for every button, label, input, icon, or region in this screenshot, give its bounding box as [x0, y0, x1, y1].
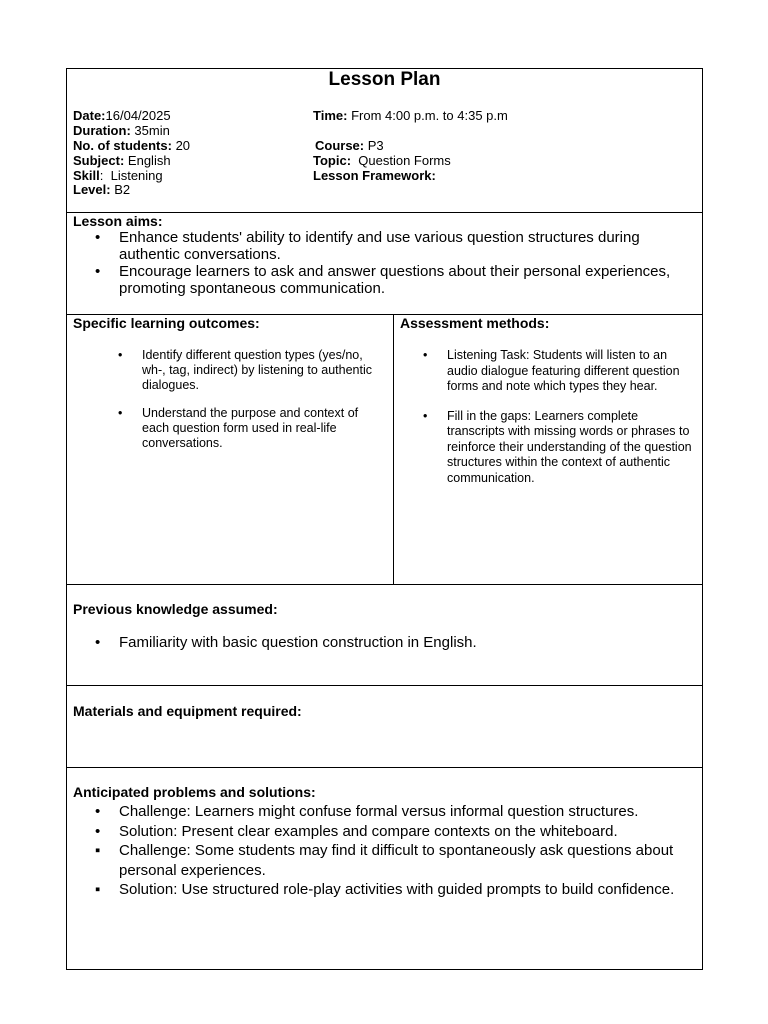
lesson-plan-document — [66, 68, 703, 970]
topic-field — [313, 153, 451, 168]
list-item: • Identify different question types (yes/no, wh-, tag, indirect) by listening to authentic dialogues. — [142, 348, 387, 393]
date-field — [73, 108, 171, 123]
students-value: 20 — [175, 138, 191, 153]
materials-heading: Materials and equipment required: — [73, 703, 302, 719]
list-item: • Familiarity with basic question construction in English. — [119, 634, 694, 652]
aims-heading: Lesson aims: — [73, 213, 163, 229]
date-value: 16/04/2025 — [105, 108, 171, 123]
aims-section — [67, 212, 702, 314]
assessment-list — [447, 348, 692, 486]
list-item: • Solution: Present clear examples and compare contexts on the whiteboard. — [119, 822, 699, 842]
materials-section — [67, 685, 702, 767]
skill-value: : Listening — [99, 168, 163, 183]
duration-value: 35min — [134, 123, 170, 138]
duration-label: Duration: — [73, 123, 131, 138]
previous-list — [119, 634, 694, 652]
time-label: Time: — [313, 108, 348, 123]
students-field — [73, 138, 190, 153]
list-item: • Challenge: Learners might confuse formal versus informal question structures. — [119, 802, 699, 822]
subject-label: Subject: — [73, 153, 125, 168]
outcomes-list — [142, 348, 387, 451]
outcomes-heading: Specific learning outcomes: — [73, 315, 260, 331]
previous-knowledge-section — [67, 584, 702, 685]
header-section — [67, 69, 702, 212]
previous-heading: Previous knowledge assumed: — [73, 601, 278, 617]
problems-list — [119, 802, 699, 900]
level-label: Level: — [73, 182, 111, 197]
subject-value: English — [127, 153, 171, 168]
duration-field — [73, 123, 170, 138]
problems-section — [67, 767, 702, 969]
problems-heading: Anticipated problems and solutions: — [73, 784, 316, 800]
topic-label: Topic: — [313, 153, 352, 168]
list-item: • Understand the purpose and context of each question form used in real-life conversations. — [142, 406, 387, 451]
outcomes-assessment-section — [67, 314, 702, 584]
skill-field — [73, 168, 163, 183]
time-field — [313, 108, 508, 123]
course-field — [315, 138, 384, 153]
column-divider — [393, 315, 394, 584]
list-item: ▪ Challenge: Some students may find it difficult to spontaneously ask questions about personal experiences. — [119, 841, 699, 880]
list-item: • Listening Task: Students will listen to an audio dialogue featuring different question forms and note which types they hear. — [447, 348, 692, 395]
course-value: P3 — [367, 138, 384, 153]
level-value: B2 — [114, 182, 131, 197]
students-label: No. of students: — [73, 138, 172, 153]
date-label: Date: — [73, 108, 106, 123]
framework-label: Lesson Framework: — [313, 168, 436, 183]
topic-value: Question Forms — [358, 153, 451, 168]
list-item: • Enhance students' ability to identify and use various question structures during authentic conversations. — [119, 229, 694, 263]
list-item: • Fill in the gaps: Learners complete transcripts with missing words or phrases to reinforce their understanding of the question structures within the context of authentic communication. — [447, 409, 692, 487]
list-item: ▪ Solution: Use structured role-play activities with guided prompts to build confidence. — [119, 880, 699, 900]
aims-list — [119, 229, 694, 297]
time-value: From 4:00 p.m. to 4:35 p.m — [351, 108, 508, 123]
assessment-heading: Assessment methods: — [400, 315, 550, 331]
list-item: • Encourage learners to ask and answer questions about their personal experiences, promoting spontaneous communication. — [119, 263, 694, 297]
skill-label: Skill — [73, 168, 100, 183]
course-label: Course: — [315, 138, 365, 153]
subject-field — [73, 153, 171, 168]
page-title: Lesson Plan — [328, 69, 441, 90]
level-field — [73, 182, 130, 197]
